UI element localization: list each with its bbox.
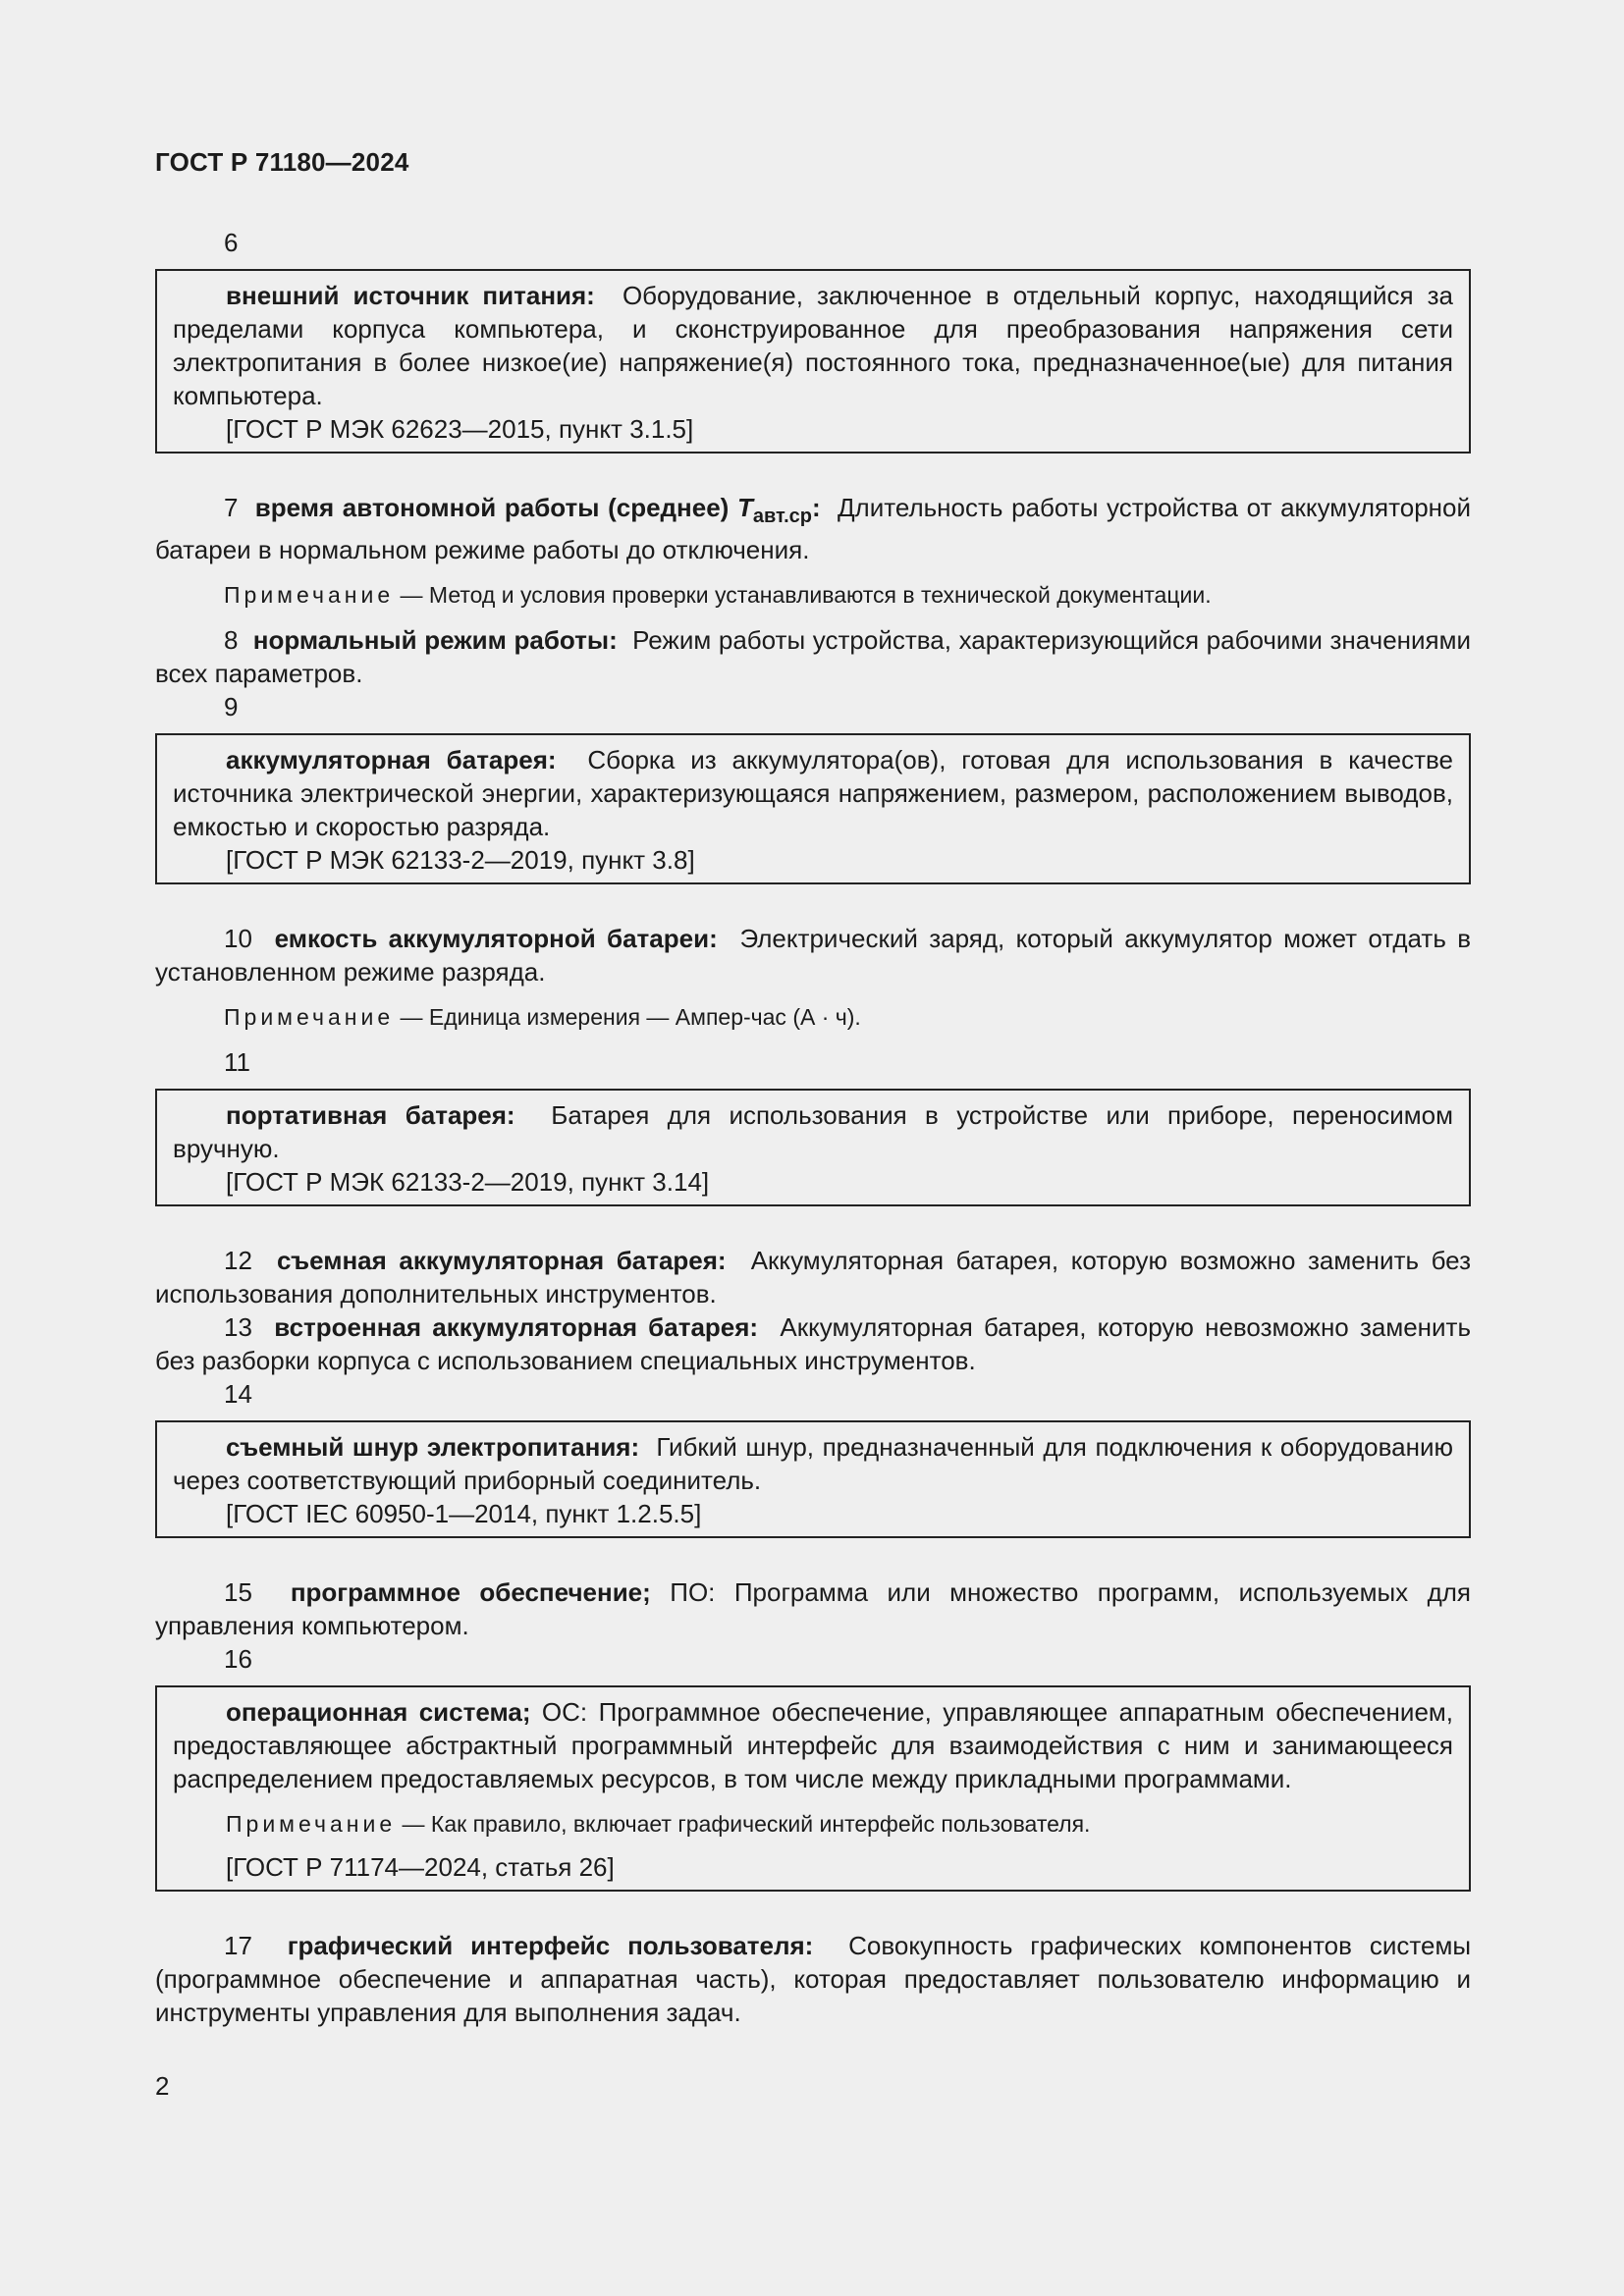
definition-text: Режим работы устройства, характеризующийся рабочими значениями всех параметров.: [155, 625, 1472, 688]
term-number: 9: [224, 692, 239, 721]
term-name: внешний источник питания:: [226, 281, 595, 310]
term-definition: [155, 922, 1471, 988]
term-name: программное обеспечение;: [290, 1577, 651, 1607]
document-header: ГОСТ Р 71180—2024: [155, 147, 409, 177]
term-definition: [155, 1244, 1471, 1310]
term-definition: [173, 1098, 1453, 1165]
source-reference: [ГОСТ Р МЭК 62133-2—2019, пункт 3.14]: [226, 1167, 710, 1197]
definition-text: Батарея для использования в устройстве или приборе, переносимом вручную.: [173, 1100, 1453, 1163]
quoted-definition-box: [155, 1685, 1471, 1892]
term-number: 8: [224, 625, 239, 655]
term-note: [155, 580, 1471, 610]
source-reference: [ГОСТ Р 71174—2024, статья 26]: [226, 1852, 615, 1882]
term-name: графический интерфейс пользователя:: [287, 1931, 814, 1960]
term-number: 13: [224, 1312, 252, 1342]
note-label: Примечание: [224, 582, 395, 608]
term-number: 12: [224, 1246, 252, 1275]
note-text: — Как правило, включает графический интерфейс пользователя.: [402, 1811, 1091, 1837]
term-colon: :: [811, 493, 821, 522]
source-reference: [ГОСТ Р МЭК 62133-2—2019, пункт 3.8]: [226, 845, 695, 875]
term-name: съемная аккумуляторная батарея:: [277, 1246, 727, 1275]
note-text: — Метод и условия проверки устанавливаются в технической документации.: [400, 582, 1212, 608]
term-number: 6: [224, 228, 239, 257]
terms-body: [155, 226, 1471, 2029]
definition-text: Электрический заряд, который аккумулятор может отдать в установленном режиме разряда.: [155, 924, 1472, 987]
quoted-definition-box: [155, 1089, 1471, 1206]
term-name: аккумуляторная батарея:: [226, 745, 557, 774]
term-number: 7: [224, 493, 239, 522]
note-label: Примечание: [226, 1811, 397, 1837]
quoted-definition-box: [155, 269, 1471, 454]
term-note: [155, 1002, 1471, 1032]
term-number: 10: [224, 924, 252, 953]
source-reference: [ГОСТ Р МЭК 62623—2015, пункт 3.1.5]: [226, 414, 694, 444]
term-definition: [155, 1575, 1471, 1642]
term-number: 15: [224, 1577, 252, 1607]
term-symbol: T: [736, 493, 753, 522]
quoted-definition-box: [155, 1420, 1471, 1538]
term-definition: [173, 1695, 1453, 1795]
definition-text: Аккумуляторная батарея, которую невозможно заменить без разборки корпуса с использованием специальных инструментов.: [155, 1312, 1471, 1375]
term-name: операционная система;: [226, 1697, 531, 1727]
term-number: 17: [224, 1931, 252, 1960]
quoted-definition-box: [155, 733, 1471, 884]
term-name: время автономной работы (среднее): [254, 493, 730, 522]
term-name: портативная батарея:: [226, 1100, 515, 1130]
page-number: 2: [155, 2071, 170, 2101]
term-name: встроенная аккумуляторная батарея:: [274, 1312, 759, 1342]
term-definition: [155, 1310, 1471, 1377]
term-name: нормальный режим работы:: [252, 625, 618, 655]
definition-text: ОС: Программное обеспечение, управляющее аппаратным обеспечением, предоставляющее абстрактный программный интерфейс для взаимодействия с ним и занимающееся распределением предоставляемых ресурсов, в том числе между прикладными программами.: [173, 1697, 1454, 1793]
term-definition: [173, 743, 1453, 843]
definition-text: Оборудование, заключенное в отдельный корпус, находящийся за пределами корпуса компьютера, и сконструированное для преобразования напряжения сети электропитания в более низкое(ие) напряжение(я) постоянного тока, предназначенное(ые) для питания компьютера.: [173, 281, 1453, 410]
definition-text: Совокупность графических компонентов системы (программное обеспечение и аппаратная часть), которая предоставляет пользователю информацию и инструменты управления для выполнения задач.: [155, 1931, 1472, 2027]
definition-text: Аккумуляторная батарея, которую возможно заменить без использования дополнительных инструментов.: [155, 1246, 1471, 1308]
term-definition: [155, 1929, 1471, 2029]
term-definition: [155, 491, 1471, 566]
term-symbol-subscript: авт.ср: [752, 506, 812, 527]
term-name: емкость аккумуляторной батареи:: [274, 924, 718, 953]
term-number: 14: [224, 1379, 252, 1409]
definition-text: Гибкий шнур, предназначенный для подключения к оборудованию через соответствующий приборный соединитель.: [173, 1432, 1453, 1495]
definition-text: Сборка из аккумулятора(ов), готовая для использования в качестве источника электрической энергии, характеризующаяся напряжением, размером, расположением выводов, емкостью и скоростью разряда.: [173, 745, 1453, 841]
term-number: 11: [224, 1047, 250, 1077]
definition-text: Длительность работы устройства от аккумуляторной батареи в нормальном режиме работы до отключения.: [155, 493, 1471, 564]
definition-text: ПО: Программа или множество программ, используемых для управления компьютером.: [155, 1577, 1471, 1640]
term-name: съемный шнур электропитания:: [226, 1432, 640, 1462]
source-reference: [ГОСТ IEC 60950-1—2014, пункт 1.2.5.5]: [226, 1499, 702, 1528]
term-definition: [173, 279, 1453, 412]
term-definition: [155, 623, 1471, 690]
term-definition: [173, 1430, 1453, 1497]
term-note: [173, 1809, 1453, 1839]
note-text: — Единица измерения — Ампер-час (А · ч).: [400, 1004, 861, 1030]
note-label: Примечание: [224, 1004, 395, 1030]
term-number: 16: [224, 1644, 252, 1674]
